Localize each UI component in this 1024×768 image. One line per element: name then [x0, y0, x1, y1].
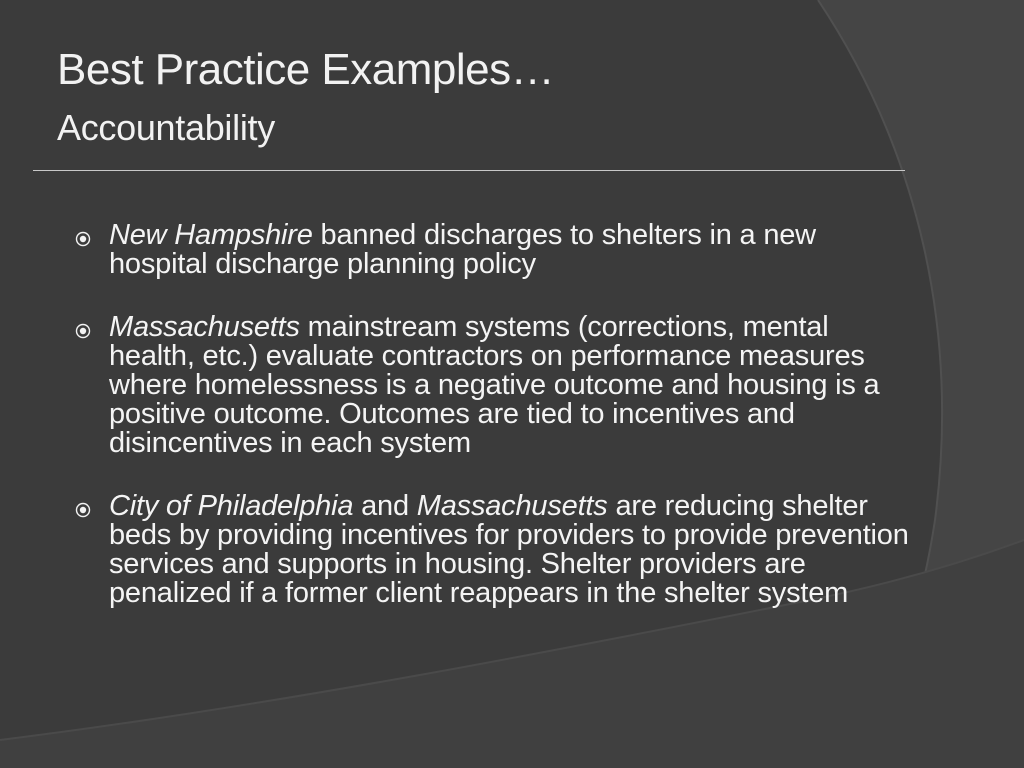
bullet-item-philadelphia	[0, 492, 1024, 608]
slide-subtitle: Accountability	[57, 107, 275, 148]
bullet-emphasis: City of Philadelphia	[109, 490, 354, 522]
bullet-connector: and	[353, 490, 417, 522]
bullet-emphasis: Massachusetts	[109, 311, 300, 343]
bullet-text	[109, 221, 921, 279]
bullet-text	[109, 313, 921, 458]
bullet-text	[109, 492, 921, 608]
bullet-item-new-hampshire	[0, 221, 1024, 279]
bullet-list	[0, 221, 1024, 642]
bullet-item-massachusetts	[0, 313, 1024, 458]
circled-dot-icon	[75, 231, 91, 247]
bullet-emphasis-second: Massachusetts	[416, 490, 608, 522]
bullet-body: are reducing shelter beds by providing incentives for providers to provide prevention services and supports in housing. Shelter providers are penalized if a former client reappears in the shelter system	[109, 490, 909, 609]
circled-dot-icon	[75, 502, 91, 518]
bullet-emphasis: New Hampshire	[109, 219, 313, 251]
title-divider	[33, 170, 905, 171]
circled-dot-icon	[75, 323, 91, 339]
slide-title: Best Practice Examples…	[57, 45, 555, 94]
bullet-body: mainstream systems (corrections, mental health, etc.) evaluate contractors on performance measures where homelessness is a negative outcome and housing is a positive outcome. Outcomes are tied to incentives and disincentives in each system	[109, 311, 880, 459]
bullet-body: banned discharges to shelters in a new hospital discharge planning policy	[109, 219, 816, 280]
